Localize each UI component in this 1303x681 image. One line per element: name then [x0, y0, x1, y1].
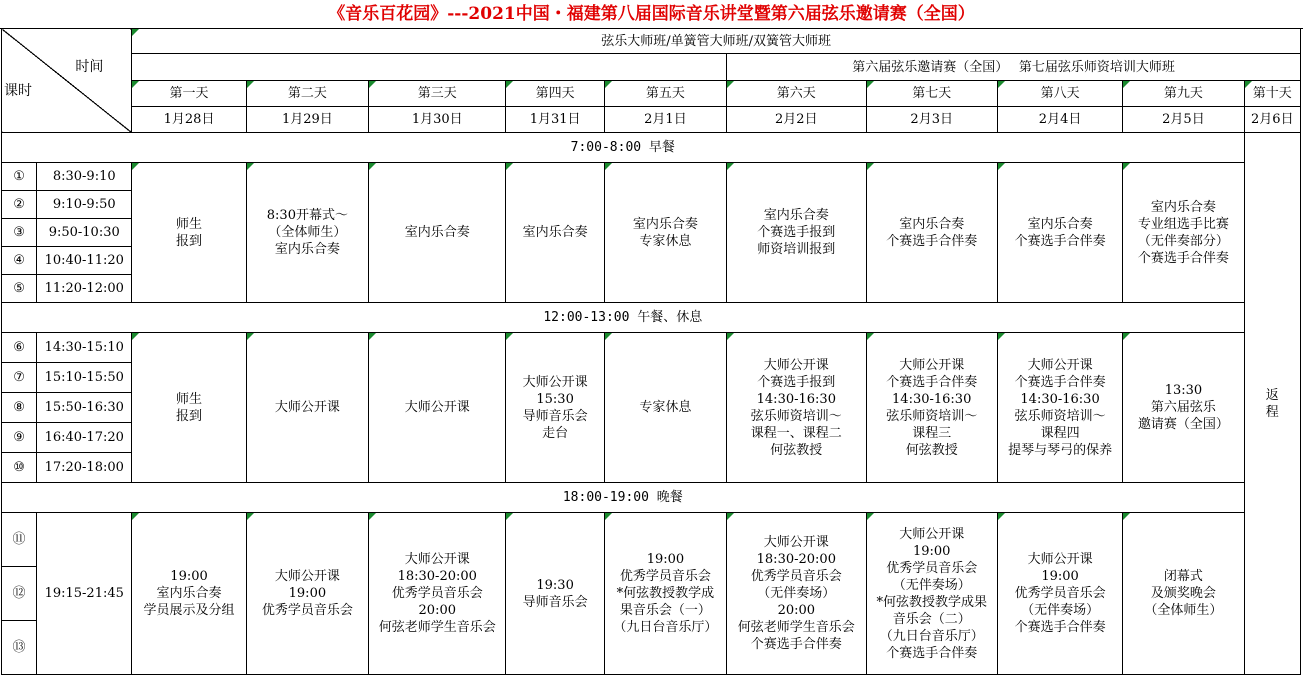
cell-line: 师资培训报到 — [757, 242, 836, 257]
activity-cell-day-5 — [604, 163, 726, 303]
day-header-6: 第六天 — [727, 81, 866, 107]
period-time: 8:30-9:10 — [37, 163, 132, 191]
activity-cell-day-5 — [604, 513, 726, 675]
period-number: ③ — [2, 219, 37, 247]
cell-line: 大师公开课 — [763, 535, 829, 550]
cell-line: 20:00 — [777, 603, 816, 618]
period-number: ⑫ — [2, 567, 37, 621]
cell-line: 18:30-20:00 — [397, 569, 477, 584]
period-number: ⑪ — [2, 513, 37, 567]
masterclass-header: 弦乐大师班/单簧管大师班/双簧管大师班 — [132, 29, 1301, 54]
cell-line: 14:30-16:30 — [1020, 391, 1100, 407]
cell-line: 弦乐师资培训～ — [750, 408, 842, 424]
date-header-6: 2月2日 — [727, 107, 866, 133]
cell-line: 弦乐师资培训～ — [1014, 408, 1106, 424]
cell-line: 大师公开课 — [899, 357, 965, 373]
activity-cell-day-5 — [604, 333, 726, 483]
cell-line: 8:30开幕式～ — [266, 208, 348, 223]
cell-line: 室内乐合奏 — [1150, 199, 1216, 215]
cell-line: （全体师生） — [268, 225, 347, 240]
date-header-10: 2月6日 — [1244, 107, 1300, 133]
cell-line: 室内乐合奏 — [632, 216, 698, 232]
cell-line: 14:30-16:30 — [892, 391, 972, 407]
cell-line: 师生 — [176, 216, 203, 232]
cell-line: 程 — [1265, 404, 1279, 420]
cell-line: 大师公开课 — [274, 569, 340, 584]
cell-line: 14:30-16:30 — [756, 391, 836, 407]
date-header-7: 2月3日 — [866, 107, 997, 133]
cell-line: 导师音乐会 — [522, 408, 588, 424]
activity-cell-day-3 — [369, 163, 506, 303]
cell-line: 大师公开课 — [899, 526, 965, 542]
day-header-2: 第二天 — [246, 81, 368, 107]
period-number: ⑨ — [2, 423, 37, 453]
period-number: ⑥ — [2, 333, 37, 363]
cell-line: 优秀学员音乐会 — [619, 569, 711, 584]
lunch-label: 12:00-13:00 午餐、休息 — [2, 303, 1245, 333]
cell-line: 大师公开课 — [274, 400, 340, 415]
cell-line: 课程一、课程二 — [750, 425, 842, 441]
breakfast-row — [2, 133, 1301, 163]
day-header-8: 第八天 — [997, 81, 1122, 107]
activity-cell-day-7 — [866, 163, 997, 303]
cell-line: 大师公开课 — [1027, 552, 1093, 567]
activity-cell-day-2 — [246, 333, 368, 483]
cell-line: 专业组选手比赛 — [1137, 216, 1229, 232]
cell-line: 个赛选手合伴奏 — [886, 645, 978, 661]
cell-line: 室内乐合奏 — [1027, 216, 1093, 232]
cell-line: 19:00 — [170, 569, 208, 584]
period-time: 17:20-18:00 — [37, 453, 132, 483]
cell-line: 优秀学员音乐会 — [1014, 586, 1106, 601]
dinner-row — [2, 483, 1301, 513]
dinner-label: 18:00-19:00 晚餐 — [2, 483, 1245, 513]
period-time: 15:10-15:50 — [37, 363, 132, 393]
cell-line: 室内乐合奏 — [156, 586, 222, 601]
cell-line: 报到 — [176, 233, 203, 249]
period-time: 16:40-17:20 — [37, 423, 132, 453]
cell-line: 个赛选手合伴奏 — [750, 637, 842, 652]
cell-line: 专家休息 — [639, 233, 692, 249]
cell-line: 课程三 — [912, 425, 952, 441]
cell-line: 大师公开课 — [763, 357, 829, 373]
activity-cell-day-6 — [727, 513, 866, 675]
cell-line: 个赛选手报到 — [757, 374, 836, 390]
cell-line: 闭幕式 — [1163, 569, 1203, 584]
cell-line: 19:00 — [912, 543, 951, 559]
activity-cell-day-2 — [246, 513, 368, 675]
activity-cell-day-7 — [866, 513, 997, 675]
schedule-table — [1, 28, 1301, 675]
cell-line: 个赛选手合伴奏 — [886, 374, 978, 390]
cell-line: （无伴奏部分） — [1137, 233, 1229, 249]
cell-line: 个赛选手合伴奏 — [1014, 233, 1106, 249]
activity-cell-day-1 — [132, 163, 246, 303]
cell-line: 走台 — [542, 425, 569, 441]
activity-cell-day-1 — [132, 513, 246, 675]
cell-line: 室内乐合奏 — [274, 242, 340, 257]
activity-cell-day-7 — [866, 333, 997, 483]
activity-cell-day-6 — [727, 333, 866, 483]
period-row — [2, 163, 1301, 191]
cell-line: 何弦老师学生音乐会 — [378, 620, 496, 635]
cell-line: 13:30 — [1164, 383, 1203, 398]
date-header-4: 1月31日 — [506, 107, 604, 133]
period-number: ④ — [2, 247, 37, 275]
cell-line: 19:00 — [1041, 569, 1079, 584]
cell-line: 大师公开课 — [522, 374, 588, 390]
cell-line: 室内乐合奏 — [763, 208, 829, 223]
period-time: 14:30-15:10 — [37, 333, 132, 363]
diagonal-header-cell — [2, 29, 132, 133]
period-number: ⑩ — [2, 453, 37, 483]
period-time: 9:50-10:30 — [37, 219, 132, 247]
day-header-10: 第十天 — [1244, 81, 1300, 107]
cell-line: 报到 — [176, 408, 203, 424]
return-cell — [1244, 133, 1300, 675]
cell-line: 邀请赛（全国） — [1137, 417, 1229, 432]
cell-line: （无伴奏场） — [1021, 603, 1100, 618]
cell-line: 室内乐合奏 — [522, 225, 588, 240]
day-header-4: 第四天 — [506, 81, 604, 107]
header-row-dates — [2, 107, 1301, 133]
cell-line: （九日台音乐厅） — [613, 620, 718, 635]
cell-line: 果音乐会（一） — [619, 603, 711, 618]
activity-cell-day-9 — [1123, 163, 1244, 303]
period-header-label: 课时 — [4, 83, 32, 99]
cell-line: *何弦教授教学成 — [616, 586, 715, 601]
cell-line: 优秀学员音乐会 — [391, 586, 483, 601]
time-header-label: 时间 — [75, 59, 104, 75]
cell-line: 何弦教授 — [770, 442, 823, 458]
date-header-8: 2月4日 — [997, 107, 1122, 133]
schedule-title: 《音乐百花园》---2021中国・福建第八届国际音乐讲堂暨第六届弦乐邀请赛（全国） — [0, 0, 1303, 29]
cell-line: 室内乐合奏 — [404, 225, 470, 240]
cell-line: 19:00 — [288, 586, 327, 601]
activity-cell-day-4 — [506, 513, 604, 675]
activity-cell-day-8 — [997, 513, 1122, 675]
cell-line: 大师公开课 — [404, 400, 470, 415]
day-header-7: 第七天 — [866, 81, 997, 107]
period-time: 15:50-16:30 — [37, 393, 132, 423]
cell-line: 优秀学员音乐会 — [750, 569, 842, 584]
activity-cell-day-9 — [1123, 333, 1244, 483]
cell-line: 及颁奖晚会 — [1150, 586, 1216, 601]
period-number: ② — [2, 191, 37, 219]
date-header-9: 2月5日 — [1123, 107, 1244, 133]
breakfast-label: 7:00-8:00 早餐 — [2, 133, 1245, 163]
lunch-row — [2, 303, 1301, 333]
activity-cell-day-3 — [369, 513, 506, 675]
cell-line: 19:00 — [646, 552, 685, 567]
cell-line: 15:30 — [536, 391, 574, 407]
cell-line: 提琴与琴弓的保养 — [1008, 442, 1113, 458]
cell-line: 18:30-20:00 — [756, 552, 836, 567]
activity-cell-day-6 — [727, 163, 866, 303]
contest-header: 第六届弦乐邀请赛（全国） 第七届弦乐师资培训大师班 — [727, 54, 1301, 81]
cell-line: 优秀学员音乐会 — [261, 603, 353, 618]
period-time: 19:15-21:45 — [37, 513, 132, 675]
cell-line: （无伴奏场） — [757, 586, 836, 601]
activity-cell-day-4 — [506, 163, 604, 303]
cell-line: 返 — [1265, 387, 1279, 403]
cell-line: 个赛选手合伴奏 — [1014, 620, 1106, 635]
activity-cell-day-9 — [1123, 513, 1244, 675]
cell-line: （无伴奏场） — [892, 577, 971, 593]
period-time: 11:20-12:00 — [37, 275, 132, 303]
period-row — [2, 513, 1301, 567]
date-header-2: 1月29日 — [246, 107, 368, 133]
day-header-9: 第九天 — [1123, 81, 1244, 107]
activity-cell-day-8 — [997, 333, 1122, 483]
cell-line: 课程四 — [1040, 425, 1080, 441]
cell-line: 个赛选手合伴奏 — [1014, 374, 1106, 390]
cell-line: *何弦教授教学成果 — [876, 594, 987, 610]
cell-line: 师生 — [176, 391, 203, 407]
day-header-3: 第三天 — [369, 81, 506, 107]
period-number: ⑧ — [2, 393, 37, 423]
cell-line: 音乐会（二） — [892, 611, 971, 627]
period-number: ⑬ — [2, 621, 37, 675]
date-header-1: 1月28日 — [132, 107, 246, 133]
period-number: ① — [2, 163, 37, 191]
header-row-contest — [2, 54, 1301, 81]
cell-line: 优秀学员音乐会 — [886, 560, 978, 576]
period-time: 10:40-11:20 — [37, 247, 132, 275]
cell-line: 学员展示及分组 — [143, 603, 235, 618]
activity-cell-day-2 — [246, 163, 368, 303]
cell-line: （全体师生） — [1144, 603, 1223, 618]
header-row-days — [2, 81, 1301, 107]
cell-line: 19:30 — [536, 577, 574, 593]
cell-line: （九日台音乐厅） — [879, 628, 984, 644]
activity-cell-day-4 — [506, 333, 604, 483]
header-row-masterclass — [2, 29, 1301, 54]
cell-line: 个赛选手报到 — [757, 225, 836, 240]
cell-line: 何弦老师学生音乐会 — [737, 620, 855, 635]
activity-cell-day-8 — [997, 163, 1122, 303]
activity-cell-day-3 — [369, 333, 506, 483]
period-row — [2, 333, 1301, 363]
period-time: 9:10-9:50 — [37, 191, 132, 219]
day-header-1: 第一天 — [132, 81, 246, 107]
cell-line: 大师公开课 — [404, 552, 470, 567]
date-header-3: 1月30日 — [369, 107, 506, 133]
day-header-5: 第五天 — [604, 81, 726, 107]
cell-line: 弦乐师资培训～ — [886, 408, 978, 424]
cell-line: 专家休息 — [639, 400, 692, 415]
cell-line: 何弦教授 — [905, 442, 958, 458]
period-number: ⑦ — [2, 363, 37, 393]
period-number: ⑤ — [2, 275, 37, 303]
header-blank — [132, 54, 727, 81]
activity-cell-day-1 — [132, 333, 246, 483]
cell-line: 20:00 — [418, 603, 456, 618]
date-header-5: 2月1日 — [604, 107, 726, 133]
cell-line: 个赛选手合伴奏 — [886, 233, 978, 249]
cell-line: 个赛选手合伴奏 — [1137, 250, 1229, 266]
cell-line: 导师音乐会 — [522, 594, 588, 610]
cell-line: 第六届弦乐 — [1150, 400, 1216, 415]
cell-line: 大师公开课 — [1027, 357, 1093, 373]
cell-line: 室内乐合奏 — [899, 216, 965, 232]
